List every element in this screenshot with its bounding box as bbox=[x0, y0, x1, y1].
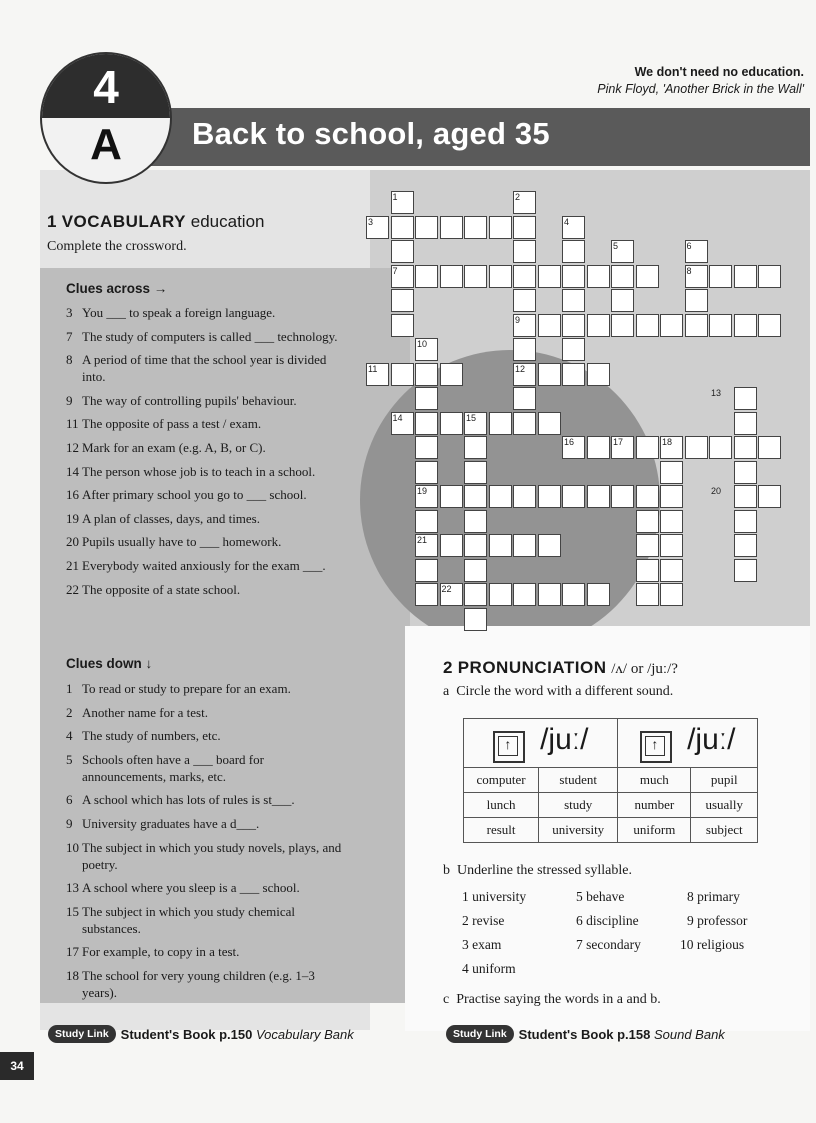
crossword-cell[interactable] bbox=[513, 265, 536, 288]
crossword-cell[interactable] bbox=[636, 485, 659, 508]
table-row bbox=[464, 793, 758, 818]
word-cell[interactable]: study bbox=[539, 793, 618, 818]
crossword-cell[interactable] bbox=[489, 583, 512, 606]
crossword-number: 10 bbox=[417, 339, 428, 349]
clue-number: 19 bbox=[66, 510, 79, 526]
crossword-cell[interactable] bbox=[391, 216, 414, 239]
word-item[interactable]: 7 secondary bbox=[576, 937, 641, 952]
crossword-cell[interactable] bbox=[685, 436, 708, 459]
crossword-cell[interactable] bbox=[464, 461, 487, 484]
crossword-number: 16 bbox=[564, 437, 575, 447]
across-heading: Clues across → bbox=[66, 281, 168, 296]
crossword-cell[interactable] bbox=[415, 412, 438, 435]
clue-text: For example, to copy in a test. bbox=[82, 944, 240, 960]
crossword-cell[interactable] bbox=[513, 338, 536, 361]
word-cell[interactable]: uniform bbox=[618, 818, 691, 843]
word-cell[interactable]: student bbox=[539, 768, 618, 793]
crossword-cell[interactable] bbox=[636, 534, 659, 557]
crossword-cell[interactable] bbox=[415, 363, 438, 386]
clue-number: 9 bbox=[66, 815, 73, 831]
crossword-cell[interactable] bbox=[440, 412, 463, 435]
crossword-cell[interactable] bbox=[660, 534, 683, 557]
crossword-cell[interactable] bbox=[587, 436, 610, 459]
crossword-number: 6 bbox=[686, 241, 692, 251]
crossword-cell[interactable] bbox=[464, 436, 487, 459]
study-link-sound[interactable]: Study Link Student's Book p.158 Sound Bank bbox=[446, 1025, 725, 1043]
unit-number: 4 bbox=[93, 61, 119, 113]
clue-text: A period of time that the school year is divided into. bbox=[82, 352, 327, 385]
clue-text: Everybody waited anxiously for the exam ___. bbox=[82, 557, 326, 573]
crossword-cell[interactable] bbox=[513, 240, 536, 263]
crossword-cell[interactable] bbox=[440, 534, 463, 557]
crossword-cell[interactable] bbox=[734, 510, 757, 533]
word-cell[interactable]: much bbox=[618, 768, 691, 793]
crossword-cell[interactable] bbox=[513, 485, 536, 508]
crossword-cell[interactable] bbox=[538, 363, 561, 386]
crossword-cell[interactable] bbox=[489, 412, 512, 435]
crossword-cell[interactable] bbox=[734, 436, 757, 459]
vocabulary-heading: 1 VOCABULARY education bbox=[47, 212, 265, 231]
clue-number: 21 bbox=[66, 557, 79, 573]
crossword-cell[interactable] bbox=[562, 314, 585, 337]
crossword-number: 18 bbox=[662, 437, 673, 447]
crossword-cell[interactable] bbox=[489, 265, 512, 288]
clue-number: 3 bbox=[66, 305, 73, 320]
study-link-badge: Study Link bbox=[48, 1025, 116, 1043]
word-item[interactable]: 8 primary bbox=[687, 889, 740, 904]
clue-text: The school for very young children (e.g. 1–3 years). bbox=[82, 967, 315, 1000]
sound-symbol: /juː/ bbox=[540, 723, 589, 757]
clue-text: Mark for an exam (e.g. A, B, or C). bbox=[82, 439, 266, 455]
crossword-cell[interactable] bbox=[758, 485, 781, 508]
crossword-cell[interactable] bbox=[734, 461, 757, 484]
quote-text: We don't need no education. bbox=[634, 65, 804, 79]
crossword-cell[interactable] bbox=[660, 314, 683, 337]
crossword-cell[interactable] bbox=[636, 510, 659, 533]
down-heading: Clues down ↓ bbox=[66, 656, 153, 671]
clue-number: 15 bbox=[66, 903, 79, 919]
crossword-cell[interactable] bbox=[636, 436, 659, 459]
clue-text: The subject in which you study novels, plays, and poetry. bbox=[82, 839, 342, 872]
crossword-cell[interactable] bbox=[734, 412, 757, 435]
word-item[interactable]: 2 revise bbox=[462, 913, 505, 928]
crossword-cell[interactable] bbox=[464, 216, 487, 239]
crossword-number: 17 bbox=[613, 437, 624, 447]
crossword-cell[interactable] bbox=[538, 485, 561, 508]
crossword-cell[interactable] bbox=[685, 314, 708, 337]
crossword-number: 4 bbox=[564, 216, 570, 227]
crossword-number: 5 bbox=[613, 241, 619, 251]
table-row bbox=[464, 818, 758, 843]
crossword-cell[interactable] bbox=[734, 534, 757, 557]
crossword-number: 2 bbox=[515, 192, 521, 202]
crossword-number: 20 bbox=[711, 486, 722, 496]
clue-text: The opposite of pass a test / exam. bbox=[82, 416, 262, 432]
clue-number: 11 bbox=[66, 416, 79, 432]
crossword-cell[interactable] bbox=[464, 583, 487, 606]
word-cell[interactable]: result bbox=[464, 818, 539, 843]
clue-number: 18 bbox=[66, 967, 79, 983]
clue-number: 2 bbox=[66, 704, 73, 720]
clue-number: 1 bbox=[66, 681, 73, 696]
clue-number: 5 bbox=[66, 751, 73, 767]
word-item[interactable]: 10 religious bbox=[680, 937, 745, 952]
word-item[interactable]: 3 exam bbox=[462, 937, 502, 952]
crossword-cell[interactable] bbox=[660, 559, 683, 582]
crossword-cell[interactable] bbox=[734, 485, 757, 508]
word-item[interactable]: 5 behave bbox=[576, 889, 625, 904]
crossword-cell[interactable] bbox=[538, 412, 561, 435]
crossword-cell[interactable] bbox=[758, 436, 781, 459]
crossword-cell[interactable] bbox=[538, 534, 561, 557]
crossword-cell[interactable] bbox=[440, 216, 463, 239]
crossword-cell[interactable] bbox=[709, 314, 732, 337]
crossword-cell[interactable] bbox=[489, 216, 512, 239]
clue-text: Schools often have a ___ board for announcements, marks, etc. bbox=[82, 751, 264, 784]
crossword-number: 9 bbox=[515, 314, 521, 325]
crossword-number: 1 bbox=[392, 192, 398, 202]
crossword-number: 12 bbox=[515, 363, 526, 374]
crossword-cell[interactable] bbox=[513, 216, 536, 239]
clue-text: The opposite of a state school. bbox=[82, 581, 241, 597]
crossword-cell[interactable] bbox=[391, 314, 414, 337]
word-item[interactable]: 1 university bbox=[462, 889, 527, 904]
crossword-cell[interactable] bbox=[513, 534, 536, 557]
crossword-cell[interactable] bbox=[636, 314, 659, 337]
sound-table bbox=[463, 718, 758, 843]
crossword-number: 3 bbox=[368, 216, 374, 227]
crossword-cell[interactable] bbox=[636, 583, 659, 606]
crossword-cell[interactable] bbox=[660, 510, 683, 533]
crossword-cell[interactable] bbox=[513, 412, 536, 435]
crossword-cell[interactable] bbox=[587, 583, 610, 606]
crossword-cell[interactable] bbox=[562, 289, 585, 312]
crossword-cell[interactable] bbox=[758, 314, 781, 337]
crossword-number: 22 bbox=[441, 584, 452, 594]
clue-number: 4 bbox=[66, 728, 73, 744]
crossword-cell[interactable] bbox=[464, 510, 487, 533]
crossword-cell[interactable] bbox=[611, 485, 634, 508]
study-link-vocabulary[interactable]: Study Link Student's Book p.150 Vocabulary Bank bbox=[48, 1025, 354, 1043]
crossword-cell[interactable] bbox=[660, 461, 683, 484]
part-c: c Practise saying the words in a and b. bbox=[443, 992, 661, 1007]
crossword-number: 19 bbox=[417, 486, 428, 496]
clue-number: 9 bbox=[66, 392, 73, 408]
clue-number: 20 bbox=[66, 534, 79, 550]
crossword-cell[interactable] bbox=[660, 485, 683, 508]
crossword-cell[interactable] bbox=[391, 363, 414, 386]
crossword-cell[interactable] bbox=[709, 436, 732, 459]
clue-text: You ___ to speak a foreign language. bbox=[82, 305, 276, 320]
crossword-cell[interactable] bbox=[538, 265, 561, 288]
page-number: 34 bbox=[0, 1052, 34, 1080]
crossword-cell[interactable] bbox=[611, 265, 634, 288]
crossword-number: 13 bbox=[711, 388, 722, 398]
crossword-cell[interactable] bbox=[758, 265, 781, 288]
clue-text: Another name for a test. bbox=[82, 704, 208, 720]
vocabulary-instruction: Complete the crossword. bbox=[47, 239, 187, 254]
crossword-number: 11 bbox=[368, 363, 378, 374]
word-cell[interactable]: usually bbox=[691, 793, 758, 818]
clue-text: A school which has lots of rules is st___. bbox=[82, 792, 295, 808]
word-item[interactable]: 6 discipline bbox=[576, 913, 639, 928]
crossword-cell[interactable] bbox=[587, 363, 610, 386]
crossword-cell[interactable] bbox=[587, 485, 610, 508]
crossword-cell[interactable] bbox=[538, 314, 561, 337]
word-cell[interactable]: pupil bbox=[691, 768, 758, 793]
clue-number: 8 bbox=[66, 352, 73, 368]
word-cell[interactable]: university bbox=[539, 818, 618, 843]
crossword-cell[interactable] bbox=[611, 314, 634, 337]
part-a: a Circle the word with a different sound. bbox=[443, 684, 674, 699]
crossword-cell[interactable] bbox=[513, 387, 536, 410]
crossword-cell[interactable] bbox=[587, 265, 610, 288]
crossword-cell[interactable] bbox=[464, 485, 487, 508]
crossword-number: 21 bbox=[417, 535, 428, 545]
crossword-cell[interactable] bbox=[611, 289, 634, 312]
crossword-cell[interactable] bbox=[562, 485, 585, 508]
clue-number: 10 bbox=[66, 839, 79, 855]
crossword-cell[interactable] bbox=[391, 240, 414, 263]
crossword-cell[interactable] bbox=[562, 363, 585, 386]
crossword-number: 8 bbox=[686, 265, 692, 276]
crossword-cell[interactable] bbox=[415, 265, 438, 288]
crossword-cell[interactable] bbox=[538, 583, 561, 606]
clue-text: University graduates have a d___. bbox=[82, 815, 260, 831]
clue-text: To read or study to prepare for an exam. bbox=[82, 681, 291, 696]
crossword-cell[interactable] bbox=[464, 559, 487, 582]
crossword-cell[interactable] bbox=[440, 485, 463, 508]
clue-text: The way of controlling pupils' behaviour. bbox=[82, 392, 297, 408]
crossword-cell[interactable] bbox=[464, 608, 487, 631]
word-cell[interactable]: lunch bbox=[464, 793, 539, 818]
crossword-cell[interactable] bbox=[587, 314, 610, 337]
clue-text: Pupils usually have to ___ homework. bbox=[82, 534, 282, 550]
crossword-cell[interactable] bbox=[562, 583, 585, 606]
crossword-cell[interactable] bbox=[415, 436, 438, 459]
crossword-cell[interactable] bbox=[562, 338, 585, 361]
sound-symbol: /juː/ bbox=[687, 723, 736, 757]
crossword-number: 15 bbox=[466, 412, 477, 423]
crossword-cell[interactable] bbox=[489, 534, 512, 557]
crossword-cell[interactable] bbox=[660, 583, 683, 606]
word-cell[interactable]: computer bbox=[464, 768, 539, 793]
crossword-cell[interactable] bbox=[415, 216, 438, 239]
clue-text: A school where you sleep is a ___ school. bbox=[82, 880, 300, 896]
crossword-cell[interactable] bbox=[415, 583, 438, 606]
clue-number: 17 bbox=[66, 944, 79, 960]
crossword-cell[interactable] bbox=[562, 240, 585, 263]
crossword-cell[interactable] bbox=[489, 485, 512, 508]
crossword-cell[interactable] bbox=[464, 534, 487, 557]
clue-number: 16 bbox=[66, 487, 79, 503]
quote-source: Pink Floyd, 'Another Brick in the Wall' bbox=[597, 82, 804, 96]
clue-number: 13 bbox=[66, 880, 79, 896]
table-row bbox=[464, 768, 758, 793]
clue-number: 7 bbox=[66, 328, 73, 344]
clue-text: The study of numbers, etc. bbox=[82, 728, 221, 744]
clue-text: The person whose job is to teach in a school. bbox=[82, 463, 316, 479]
crossword-cell[interactable] bbox=[636, 265, 659, 288]
pronunciation-heading: 2 PRONUNCIATION /ʌ/ or /juː/? bbox=[443, 658, 678, 677]
part-b: b Underline the stressed syllable. bbox=[443, 863, 632, 878]
crossword-cell[interactable] bbox=[636, 559, 659, 582]
crossword-cell[interactable] bbox=[440, 363, 463, 386]
crossword-cell[interactable] bbox=[734, 559, 757, 582]
crossword-cell[interactable] bbox=[734, 265, 757, 288]
crossword-cell[interactable] bbox=[415, 510, 438, 533]
crossword-cell[interactable] bbox=[464, 265, 487, 288]
study-link-badge: Study Link bbox=[446, 1025, 514, 1043]
unit-letter: A bbox=[90, 120, 122, 169]
word-cell[interactable]: subject bbox=[691, 818, 758, 843]
crossword-cell[interactable] bbox=[734, 387, 757, 410]
clue-text: The study of computers is called ___ technology. bbox=[82, 328, 338, 344]
crossword-cell[interactable] bbox=[562, 265, 585, 288]
crossword-cell[interactable] bbox=[513, 289, 536, 312]
clue-number: 14 bbox=[66, 463, 79, 479]
crossword-number: 14 bbox=[392, 412, 403, 423]
crossword-cell[interactable] bbox=[709, 265, 732, 288]
crossword-cell[interactable] bbox=[685, 289, 708, 312]
crossword-cell[interactable] bbox=[734, 314, 757, 337]
crossword-cell[interactable] bbox=[513, 583, 536, 606]
clue-text: The subject in which you study chemical substances. bbox=[82, 903, 296, 936]
clue-number: 22 bbox=[66, 581, 79, 597]
clue-text: A plan of classes, days, and times. bbox=[82, 510, 260, 526]
crossword-number: 7 bbox=[392, 265, 398, 276]
page-title: Back to school, aged 35 bbox=[192, 116, 550, 151]
up-arrow-icon: ↑ bbox=[640, 731, 672, 763]
crossword-cell[interactable] bbox=[415, 461, 438, 484]
crossword-cell[interactable] bbox=[415, 559, 438, 582]
crossword-cell[interactable] bbox=[440, 265, 463, 288]
up-arrow-icon: ↑ bbox=[493, 731, 525, 763]
clue-number: 6 bbox=[66, 792, 73, 808]
crossword-cell[interactable] bbox=[415, 387, 438, 410]
word-cell[interactable]: number bbox=[618, 793, 691, 818]
crossword-cell[interactable] bbox=[391, 289, 414, 312]
word-item[interactable]: 9 professor bbox=[687, 913, 748, 928]
clue-text: After primary school you go to ___ school. bbox=[82, 487, 307, 503]
clue-number: 12 bbox=[66, 439, 79, 455]
word-item[interactable]: 4 uniform bbox=[462, 961, 516, 976]
